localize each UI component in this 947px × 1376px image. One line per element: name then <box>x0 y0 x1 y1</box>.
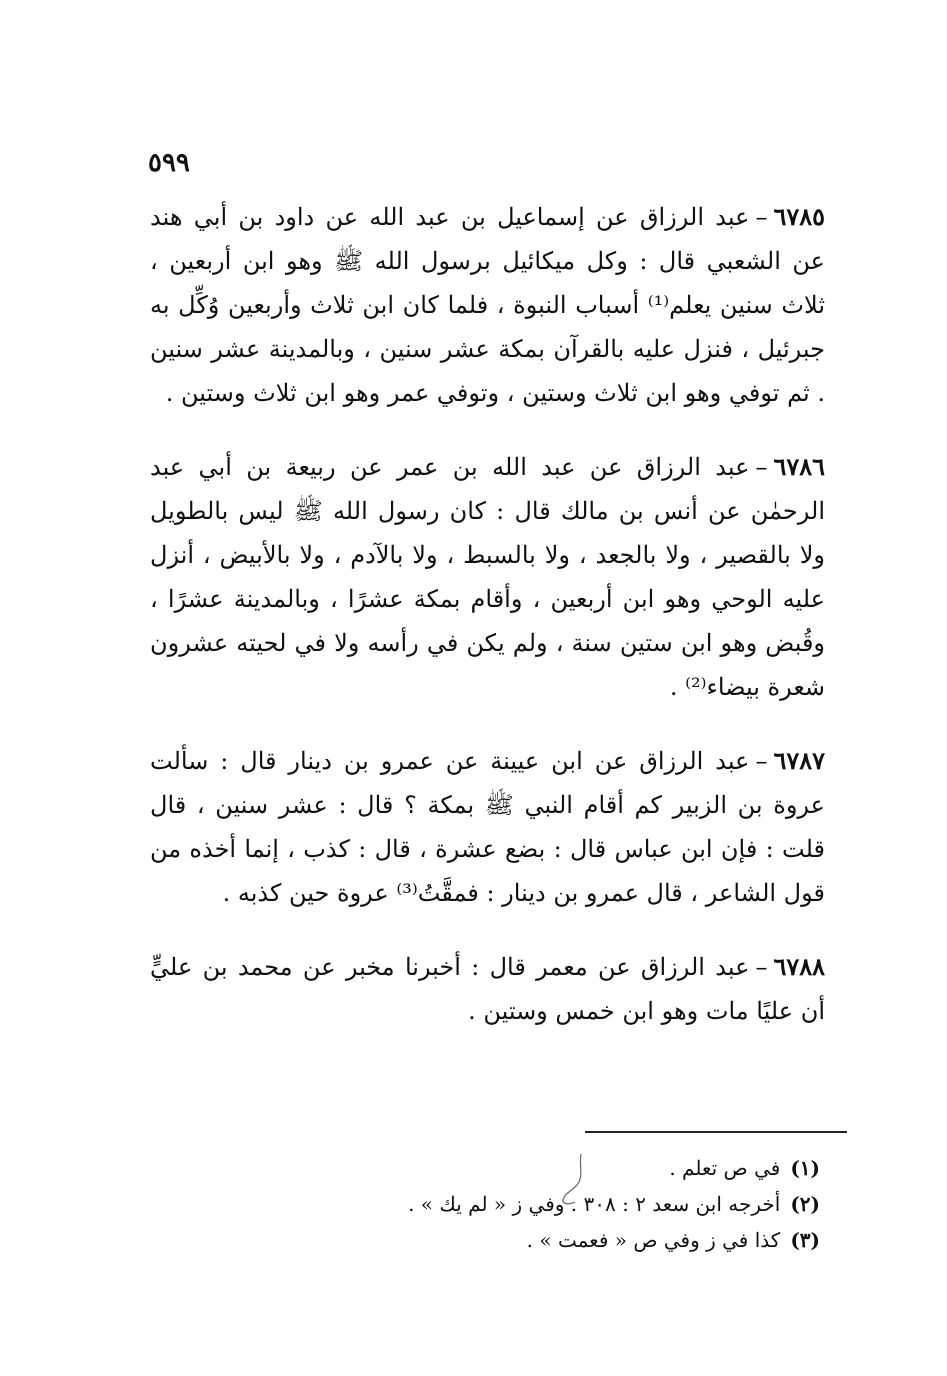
footnote-number: (٣) <box>790 1228 820 1252</box>
footnote-3 <box>380 1222 820 1258</box>
hadith-number: ٦٧٨٧ <box>773 746 825 775</box>
footnote-number: (٢) <box>790 1192 820 1216</box>
main-text <box>150 195 825 1033</box>
footnote-2 <box>380 1186 820 1222</box>
hadith-text: عبد الرزاق عن عبد الله بن عمر عن ربيعة بن أبي عبد الرحمٰن عن أنس بن مالك قال : كان رسول الله ﷺ ليس بالطويل ولا بالقصير ، ولا بالجعد ، ولا بالسبط ، ولا بالآدم ، ولا بالأبيض ، أنزل عليه الوحي وهو ابن أربعين ، وأقام بمكة عشرًا ، وبالمدينة عشرًا ، وقُبض وهو ابن ستين سنة ، ولم يكن في رأسه ولا في لحيته عشرون شعرة بيضاء⁽²⁾ . <box>150 453 825 701</box>
footnote-divider <box>585 1131 847 1133</box>
footnote-text: كذا في ز وفي ص « فعمت » . <box>526 1228 781 1252</box>
footnote-1 <box>380 1150 820 1186</box>
dash: – <box>755 453 768 481</box>
footnote-number: (١) <box>790 1156 820 1180</box>
dash: – <box>755 203 768 231</box>
hadith-text: عبد الرزاق عن إسماعيل بن عبد الله عن داود بن أبي هند عن الشعبي قال : وكل ميكائيل برسول الله ﷺ وهو ابن أربعين ، ثلاث سنين يعلم⁽¹⁾ أسباب النبوة ، فلما كان ابن ثلاث وأربعين وُكِّل به جبرئيل ، فنزل عليه بالقرآن بمكة عشر سنين ، وبالمدينة عشر سنين . ثم توفي وهو ابن ثلاث وستين ، وتوفي عمر وهو ابن ثلاث وستين . <box>150 203 825 407</box>
footnote-text: أخرجه ابن سعد ٢ : ٣٠٨ . وفي ز « لم يك » . <box>408 1192 781 1216</box>
page-number: ٥٩٩ <box>148 148 190 178</box>
footnote-text: في ص تعلم . <box>669 1156 781 1180</box>
dash: – <box>755 953 768 981</box>
hadith-6787 <box>150 739 825 915</box>
dash: – <box>755 747 768 775</box>
hadith-6786 <box>150 445 825 709</box>
hadith-6785 <box>150 195 825 415</box>
hadith-text: عبد الرزاق عن معمر قال : أخبرنا مخبر عن محمد بن عليٍّ أن عليًا مات وهو ابن خمس وستين . <box>150 953 825 1025</box>
hadith-number: ٦٧٨٦ <box>773 452 825 481</box>
footnotes <box>380 1150 820 1258</box>
hadith-number: ٦٧٨٥ <box>773 202 825 231</box>
hadith-text: عبد الرزاق عن ابن عيينة عن عمرو بن دينار قال : سألت عروة بن الزبير كم أقام النبي ﷺ بمكة ؟ قال : عشر سنين ، قال قلت : فإن ابن عباس قال : بضع عشرة ، قال : كذب ، إنما أخذه من قول الشاعر ، قال عمرو بن دينار : فمقَّتُ⁽³⁾ عروة حين كذبه . <box>150 747 825 907</box>
hadith-6788 <box>150 945 825 1033</box>
hadith-number: ٦٧٨٨ <box>773 952 825 981</box>
